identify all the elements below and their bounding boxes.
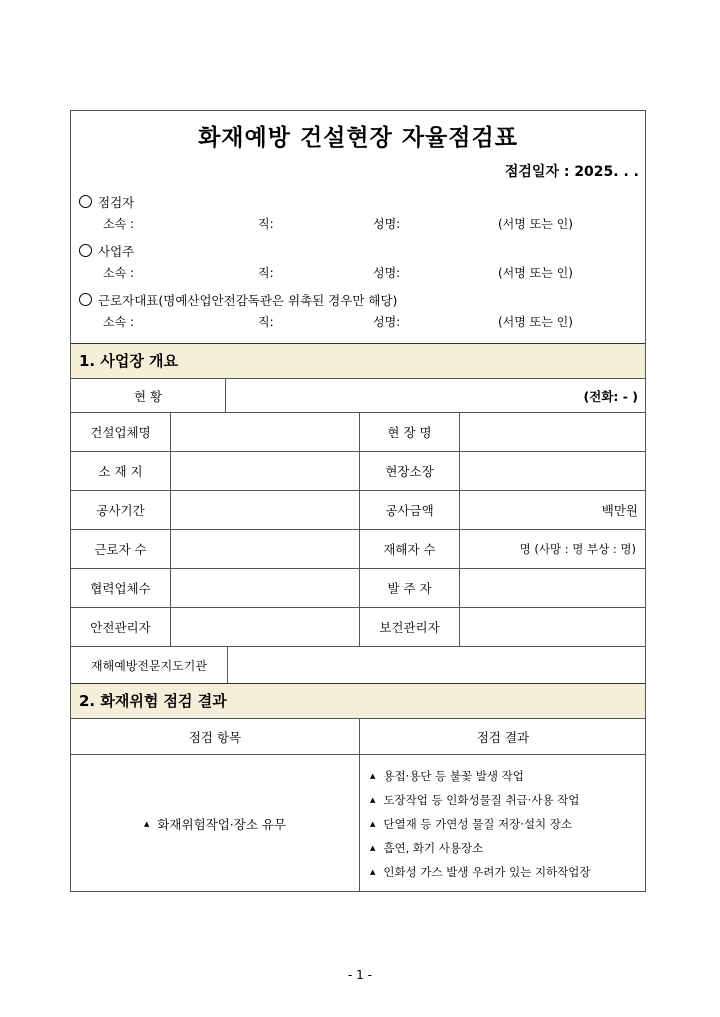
signature-field[interactable]: (서명 또는 인) [498,217,573,231]
table-row [71,608,645,647]
section1-header: 1. 사업장 개요 [71,343,645,379]
affiliation-field[interactable]: 소속 : [103,315,135,329]
client-input[interactable] [459,569,646,607]
check-item [71,755,359,892]
form-title: 화재예방 건설현장 자율점검표 [198,125,518,151]
health-manager-input[interactable] [459,608,646,646]
list-item[interactable]: ▲ 용접·용단 등 불꽃 발생 작업 [370,769,524,783]
party-label: 근로자대표(명예산업안전감독관은 위촉된 경우만 해당) [98,293,398,308]
list-item[interactable]: ▲ 도장작업 등 인화성물질 취급·사용 작업 [370,793,580,807]
row-label: 발 주 자 [359,569,459,607]
name-field[interactable]: 성명: [373,217,401,231]
row-label: 보건관리자 [359,608,459,646]
name-field[interactable]: 성명: [373,266,401,280]
col-header-result: 점검 결과 [359,719,646,754]
agency-row [71,647,645,683]
form-header [71,111,645,343]
party-employer [79,242,134,260]
list-item[interactable]: ▲ 인화성 가스 발생 우려가 있는 지하작업장 [370,865,591,879]
position-field[interactable]: 직: [258,217,274,231]
check-results [359,755,646,892]
affiliation-field[interactable]: 소속 : [103,266,135,280]
circle-icon [79,293,92,306]
triangle-bullet-icon: ▲ [370,772,376,780]
triangle-bullet-icon: ▲ [370,796,376,804]
site-manager-input[interactable] [459,452,646,490]
results-row [71,755,645,892]
party-inspector [79,193,134,211]
row-label: 안전관리자 [90,620,151,635]
affiliation-field[interactable]: 소속 : [103,217,135,231]
casualty-count-input[interactable]: 명 (사망 : 명 부상 : 명) [459,530,646,568]
list-item[interactable]: ▲ 단열재 등 가연성 물질 저장·설치 장소 [370,817,572,831]
company-name-input[interactable] [170,413,359,451]
construction-period-input[interactable] [170,491,359,529]
row-label: 공사기간 [96,503,145,518]
list-item[interactable]: ▲ 흡연, 화기 사용장소 [370,841,484,855]
worker-count-input[interactable] [170,530,359,568]
subcontractor-count-input[interactable] [170,569,359,607]
table-row [71,569,645,608]
party-label: 점검자 [98,195,135,210]
row-label: 건설업체명 [90,425,151,440]
table-row [71,452,645,491]
result-list [370,767,591,887]
address-input[interactable] [170,452,359,490]
agency-label: 재해예방전문지도기관 [91,658,207,673]
name-field[interactable]: 성명: [373,315,401,329]
position-field[interactable]: 직: [258,266,274,280]
signature-field[interactable]: (서명 또는 인) [498,266,573,280]
signature-field[interactable]: (서명 또는 인) [498,315,573,329]
construction-amount-input[interactable]: 백만원 [459,491,646,529]
row-label: 현장소장 [359,452,459,490]
page-number: - 1 - [348,968,372,982]
status-label: 현 황 [133,388,163,404]
circle-icon [79,195,92,208]
row-label: 공사금액 [359,491,459,529]
form-frame [70,110,646,892]
site-name-input[interactable] [459,413,646,451]
section2-header: 2. 화재위험 점검 결과 [71,683,645,719]
table-row [71,530,645,569]
results-header-row [71,719,645,755]
position-field[interactable]: 직: [258,315,274,329]
row-label: 협력업체수 [90,581,151,596]
table-row [71,413,645,452]
party-label: 사업주 [98,244,135,259]
table-row [71,491,645,530]
row-label: 현 장 명 [359,413,459,451]
status-row [71,379,645,413]
check-item-label: 화재위험작업·장소 유무 [157,816,287,832]
triangle-bullet-icon: ▲ [370,844,376,852]
row-label: 근로자 수 [94,542,147,557]
row-label: 재해자 수 [359,530,459,568]
row-label: 소 재 지 [98,464,143,479]
circle-icon [79,244,92,257]
col-header-item: 점검 항목 [188,729,242,745]
phone-field[interactable]: (전화: - ) [225,379,646,412]
safety-manager-input[interactable] [170,608,359,646]
triangle-bullet-icon: ▲ [370,820,376,828]
party-worker-rep [79,291,397,309]
agency-input[interactable] [227,647,646,683]
inspection-date: 점검일자 : 2025. . . [504,164,639,180]
triangle-bullet-icon: ▲ [370,868,376,876]
triangle-bullet-icon: ▲ [143,819,150,828]
